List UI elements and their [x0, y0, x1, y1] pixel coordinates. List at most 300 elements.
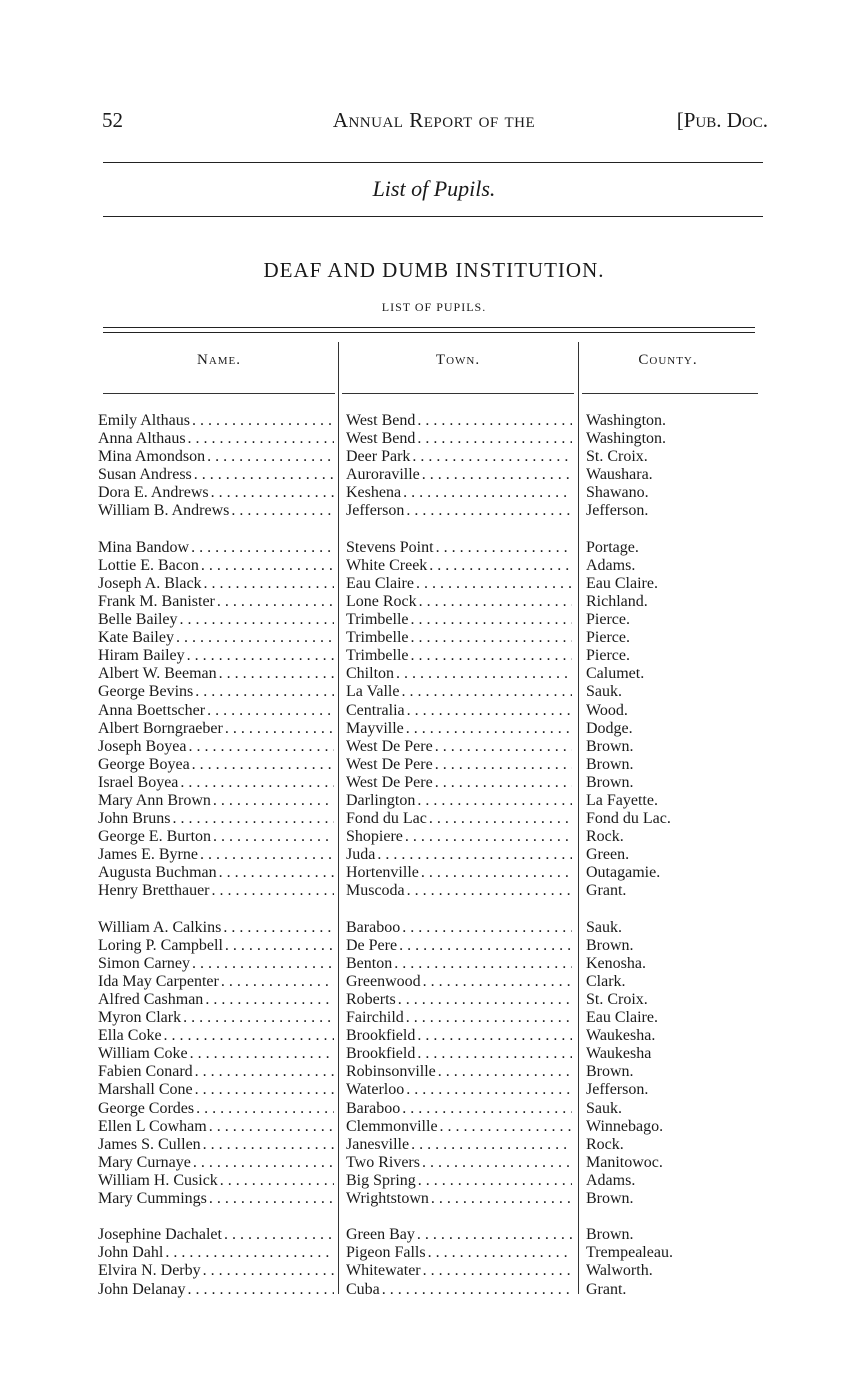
dot-leader [183, 1009, 334, 1027]
pupil-county-cell [586, 1244, 756, 1262]
dot-leader [419, 593, 572, 611]
pupil-name-cell [98, 864, 334, 882]
pupil-name: George E. Burton [98, 828, 212, 846]
dot-leader [417, 412, 572, 430]
dot-leader [195, 1081, 334, 1099]
pupil-town-cell [346, 882, 572, 900]
pupil-name: Albert W. Beeman [98, 665, 217, 683]
pupil-town: West Bend [346, 412, 416, 429]
pupil-name: Mina Bandow [98, 538, 190, 556]
pupil-county: Adams. [586, 556, 636, 574]
pupil-town-cell [346, 557, 572, 575]
dot-leader [172, 810, 334, 828]
pupil-county: Brown. [586, 773, 634, 791]
dot-leader [412, 448, 572, 466]
page-number: 52 [102, 108, 123, 132]
pupil-county: Brown. [586, 1226, 634, 1244]
pupil-name: William Coke [98, 1045, 188, 1063]
pupil-name: Ellen L Cowham [98, 1117, 207, 1135]
pupil-town: Whitewater [346, 1262, 421, 1280]
pupil-county: Sauk. [586, 1099, 622, 1117]
pupil-name-cell [98, 575, 334, 593]
doc-label: [Pub. Doc. [676, 108, 768, 132]
dot-leader [209, 1190, 334, 1208]
pupil-town: Fond du Lac [346, 810, 427, 828]
dot-leader [164, 1027, 334, 1045]
pupil-name-cell [98, 1136, 334, 1154]
pupil-name-cell [98, 611, 334, 629]
dot-leader [417, 430, 572, 448]
pupil-name: Elvira N. Derby [98, 1262, 201, 1280]
dot-leader [192, 412, 334, 430]
pupil-county-cell [586, 647, 756, 665]
pupil-county: Wood. [586, 701, 628, 719]
dot-leader [231, 502, 334, 520]
pupil-county: Eau Claire. [586, 574, 658, 592]
pupil-name: Israel Boyea [98, 773, 179, 791]
pupil-name-cell [98, 1009, 334, 1027]
pupil-town-cell [346, 973, 572, 991]
pupil-name: Alfred Cashman [98, 991, 204, 1008]
group-spacer [98, 521, 334, 539]
pupil-town: Trimbelle [346, 611, 409, 629]
pupil-town: West De Pere [346, 773, 433, 791]
pupil-county: Kenosha. [586, 954, 646, 972]
pupil-county: Jefferson. [586, 502, 649, 520]
pupil-name-cell [98, 1118, 334, 1136]
header-rule-name [103, 393, 335, 394]
dot-leader [191, 539, 334, 557]
dot-leader [407, 882, 572, 900]
pupil-county: Green. [586, 846, 630, 864]
pupil-county: Brown. [586, 1063, 634, 1081]
group-spacer [586, 521, 756, 539]
pupil-county-cell [586, 774, 756, 792]
pupil-county-cell [586, 1063, 756, 1081]
pupil-town: Darlington [346, 791, 416, 809]
pupil-county: Richland. [586, 592, 648, 610]
dot-leader [207, 702, 334, 720]
dot-leader [394, 955, 572, 973]
pupil-county: Dodge. [586, 719, 633, 737]
pupil-county: Rock. [586, 828, 624, 846]
group-spacer [586, 1208, 756, 1226]
dot-leader [429, 557, 572, 575]
group-spacer [346, 901, 572, 919]
pupil-county: Pierce. [586, 647, 630, 665]
pupil-county-cell [586, 430, 756, 448]
dot-leader [411, 611, 572, 629]
pupil-name-cell [98, 1226, 334, 1244]
pupil-name: George Cordes [98, 1099, 195, 1117]
dot-leader [176, 629, 334, 647]
dot-leader [192, 955, 334, 973]
pupil-name: William A. Calkins [98, 918, 222, 936]
pupil-name-cell [98, 412, 334, 430]
dot-leader [204, 575, 334, 593]
pupil-county: La Fayette. [586, 791, 658, 809]
pupil-town: Two Rivers [346, 1153, 420, 1171]
pupil-county-cell [586, 466, 756, 484]
dot-leader [207, 448, 334, 466]
pupil-town: Trimbelle [346, 647, 409, 665]
pupil-name-cell [98, 846, 334, 864]
pupil-town-cell [346, 1244, 572, 1262]
pupil-name: George Boyea [98, 755, 190, 773]
pupil-town-cell [346, 738, 572, 756]
pupil-town: Fairchild [346, 1009, 404, 1027]
pupil-county-cell [586, 593, 756, 611]
dot-leader [423, 1262, 572, 1280]
pupil-name-cell [98, 720, 334, 738]
dot-leader [399, 937, 572, 955]
pupil-county: Trempealeau. [586, 1244, 673, 1262]
pupil-town: Benton [346, 954, 393, 972]
running-head [100, 108, 768, 134]
pupil-name: Frank M. Banister [98, 592, 215, 610]
dot-leader [411, 1136, 572, 1154]
column-header-county: County. [638, 352, 698, 368]
dot-leader [396, 665, 572, 683]
pupil-name-cell [98, 1063, 334, 1081]
pupil-town-cell [346, 502, 572, 520]
pupil-town: Waterloo [346, 1081, 405, 1099]
pupil-town: Lone Rock [346, 592, 417, 610]
pupil-name: Josephine Dachalet [98, 1226, 222, 1244]
pupil-name: George Bevins [98, 683, 194, 701]
dot-leader [224, 1226, 334, 1244]
pupil-town-cell [346, 575, 572, 593]
pupil-name-cell [98, 774, 334, 792]
pupil-town-cell [346, 828, 572, 846]
dot-leader [200, 846, 334, 864]
pupil-name-cell [98, 1100, 334, 1118]
group-spacer [98, 901, 334, 919]
dot-leader [406, 1009, 572, 1027]
pupil-town: La Valle [346, 683, 400, 701]
pupil-town-cell [346, 430, 572, 448]
pupil-town-cell [346, 593, 572, 611]
dot-leader [211, 484, 334, 502]
pupil-name: Anna Boettscher [98, 701, 206, 719]
pupil-town-cell [346, 774, 572, 792]
pupil-name-cell [98, 593, 334, 611]
pupil-name: Mina Amondson [98, 448, 206, 466]
pupil-name: James S. Cullen [98, 1135, 201, 1153]
pupil-name-cell [98, 1081, 334, 1099]
dot-leader [188, 430, 334, 448]
pupil-town: Big Spring [346, 1171, 416, 1189]
table-top-rule [103, 327, 755, 328]
dot-leader [213, 828, 334, 846]
dot-leader [377, 846, 572, 864]
pupil-county-cell [586, 1100, 756, 1118]
dot-leader [221, 973, 334, 991]
pupil-town: Keshena [346, 484, 402, 502]
pupil-town: Hortenville [346, 864, 419, 882]
pupil-name-cell [98, 557, 334, 575]
pupil-name-cell [98, 756, 334, 774]
pupil-county-cell [586, 1281, 756, 1299]
column-divider-2 [578, 342, 579, 1294]
dot-leader [411, 629, 572, 647]
institution-title: DEAF AND DUMB INSTITUTION. [263, 258, 605, 282]
dot-leader [217, 593, 334, 611]
pupil-county: Brown. [586, 755, 634, 773]
pupil-town: White Creek [346, 556, 428, 574]
pupil-county: Manitowoc. [586, 1153, 663, 1171]
pupil-name: Augusta Buchman [98, 864, 217, 882]
pupil-town: West De Pere [346, 737, 433, 755]
dot-leader [402, 919, 572, 937]
pupil-name: Susan Andress [98, 466, 192, 484]
pupil-name: John Dahl [98, 1244, 164, 1262]
dot-leader [440, 1118, 572, 1136]
group-spacer [586, 901, 756, 919]
pupil-town-cell [346, 864, 572, 882]
pupil-town: Auroraville [346, 466, 420, 484]
pupil-town: Trimbelle [346, 629, 409, 647]
pupil-town: Robinsonville [346, 1063, 436, 1081]
pupil-county-cell [586, 973, 756, 991]
pupil-town-cell [346, 720, 572, 738]
pupil-county: Pierce. [586, 611, 630, 629]
pupil-county-cell [586, 1190, 756, 1208]
pupil-county-cell [586, 1154, 756, 1172]
pupil-county-cell [586, 502, 756, 520]
column-header-town: Town. [435, 352, 481, 368]
pupil-town-cell [346, 1226, 572, 1244]
pupil-name: Lottie E. Bacon [98, 556, 199, 574]
dot-leader [429, 810, 572, 828]
pupil-county-cell [586, 1027, 756, 1045]
running-title: Annual Report of the [332, 108, 536, 132]
pupil-name: Dora E. Andrews [98, 484, 209, 502]
pupil-town: Juda [346, 846, 376, 864]
pupil-town: Pigeon Falls [346, 1244, 426, 1262]
pupil-town: Chilton [346, 665, 395, 683]
pupil-county: Sauk. [586, 683, 622, 701]
pupil-town: Green Bay [346, 1226, 415, 1244]
pupil-county-cell [586, 1226, 756, 1244]
pupil-name-cell [98, 1154, 334, 1172]
pupil-town: Brookfield [346, 1045, 416, 1063]
pupil-county: Walworth. [586, 1262, 653, 1280]
dot-leader [223, 919, 334, 937]
pupil-county: Outagamie. [586, 864, 661, 882]
pupil-name-cell [98, 1045, 334, 1063]
pupil-name-cell [98, 430, 334, 448]
dot-leader [428, 1244, 572, 1262]
pupil-county-cell [586, 1136, 756, 1154]
dot-leader [435, 738, 572, 756]
pupil-county: Brown. [586, 737, 634, 755]
pupil-town: Janesville [346, 1135, 410, 1153]
dot-leader [165, 1244, 334, 1262]
pupil-town-cell [346, 702, 572, 720]
dot-leader [196, 1100, 334, 1118]
pupil-town-cell [346, 466, 572, 484]
pupil-county-cell [586, 846, 756, 864]
dot-leader [401, 683, 572, 701]
dot-leader [195, 1063, 334, 1081]
pupil-town: Centralia [346, 701, 405, 719]
pupil-county-cell [586, 919, 756, 937]
dot-leader [180, 774, 334, 792]
pupil-town: Eau Claire [346, 574, 414, 592]
dot-leader [187, 647, 334, 665]
group-spacer [346, 521, 572, 539]
pupil-town-cell [346, 919, 572, 937]
pupil-name-cell [98, 828, 334, 846]
pupil-name: Fabien Conard [98, 1063, 193, 1081]
pupil-name: Loring P. Campbell [98, 936, 223, 954]
pupil-name: Hiram Bailey [98, 647, 185, 665]
dot-leader [225, 937, 334, 955]
dot-leader [203, 1136, 334, 1154]
pupil-name: William H. Cusick [98, 1171, 218, 1189]
dot-leader [219, 665, 334, 683]
dot-leader [422, 1154, 572, 1172]
pupil-town-cell [346, 412, 572, 430]
subtitle-rule [103, 216, 763, 217]
pupil-name: Anna Althaus [98, 430, 186, 448]
pupil-town-cell [346, 647, 572, 665]
pupil-town-cell [346, 1081, 572, 1099]
pupil-town: Clemmonville [346, 1117, 438, 1135]
pupil-county: Grant. [586, 882, 627, 900]
pupil-town: Brookfield [346, 1027, 416, 1045]
dot-leader [201, 557, 334, 575]
header-rule-county [582, 393, 758, 394]
pupil-name-cell [98, 466, 334, 484]
pupil-county: Brown. [586, 936, 634, 954]
header-rule-town [342, 393, 574, 394]
pupil-county-cell [586, 611, 756, 629]
pupil-town: Greenwood [346, 972, 421, 990]
pupil-county-cell [586, 792, 756, 810]
pupil-county-cell [586, 1172, 756, 1190]
dot-leader [188, 738, 334, 756]
dot-leader [192, 756, 334, 774]
pupil-name: Albert Borngraeber [98, 719, 223, 737]
pupil-county-cell [586, 575, 756, 593]
pupil-town: Deer Park [346, 448, 411, 466]
pupil-name: John Bruns [98, 810, 171, 828]
pupil-town-cell [346, 810, 572, 828]
name-column [98, 412, 334, 1299]
pupil-county-cell [586, 484, 756, 502]
dot-leader [435, 756, 572, 774]
pupil-name-cell [98, 629, 334, 647]
pupil-county: Shawano. [586, 484, 649, 502]
pupil-county-cell [586, 683, 756, 701]
pupil-name-cell [98, 1262, 334, 1280]
pupil-town: West De Pere [346, 755, 433, 773]
pupil-county-cell [586, 756, 756, 774]
pupil-name-cell [98, 1027, 334, 1045]
pupil-name-cell [98, 484, 334, 502]
pupil-town: Baraboo [346, 1099, 401, 1117]
dot-leader [438, 1063, 572, 1081]
pupil-county-cell [586, 1009, 756, 1027]
pupil-town-cell [346, 955, 572, 973]
pupil-town: Jefferson [346, 502, 405, 520]
pupil-town: Baraboo [346, 918, 401, 936]
list-heading: LIST OF PUPILS. [381, 300, 487, 314]
pupil-name-cell [98, 448, 334, 466]
dot-leader [213, 792, 334, 810]
pupil-county-cell [586, 810, 756, 828]
pupil-town-cell [346, 1190, 572, 1208]
pupil-name-cell [98, 937, 334, 955]
dot-leader [435, 774, 572, 792]
pupil-town-cell [346, 846, 572, 864]
pupil-name: Myron Clark [98, 1009, 182, 1027]
pupil-town-cell [346, 1045, 572, 1063]
pupil-name-cell [98, 955, 334, 973]
pupil-county: Waukesha. [586, 1027, 656, 1045]
dot-leader [405, 828, 572, 846]
dot-leader [225, 720, 334, 738]
pupil-name: Ida May Carpenter [98, 972, 219, 990]
pupil-town: Shopiere [346, 828, 403, 846]
pupil-county-cell [586, 665, 756, 683]
pupil-name-cell [98, 1244, 334, 1262]
pupil-county-cell [586, 828, 756, 846]
pupil-county: Washington. [586, 430, 667, 448]
pupil-town-cell [346, 1281, 572, 1299]
column-divider-1 [338, 342, 339, 1294]
pupil-county: Winnebago. [586, 1117, 664, 1135]
pupil-town-cell [346, 1009, 572, 1027]
pupil-town-cell [346, 937, 572, 955]
pupil-county-cell [586, 1262, 756, 1280]
dot-leader [195, 683, 334, 701]
pupil-town-cell [346, 792, 572, 810]
pupil-name-cell [98, 702, 334, 720]
dot-leader [406, 1081, 572, 1099]
dot-leader [193, 1154, 334, 1172]
pupil-county-cell [586, 955, 756, 973]
pupil-name-cell [98, 683, 334, 701]
pupil-county: St. Croix. [586, 448, 648, 466]
pupil-county-cell [586, 991, 756, 1009]
pupil-county-cell [586, 702, 756, 720]
pupil-name: Joseph Boyea [98, 737, 187, 755]
dot-leader [418, 1172, 572, 1190]
pupil-name: Ella Coke [98, 1027, 162, 1045]
pupil-name: Kate Bailey [98, 629, 174, 647]
pupil-county-cell [586, 738, 756, 756]
pupil-county: Waukesha [586, 1045, 652, 1063]
dot-leader [203, 1262, 334, 1280]
pupil-county: Portage. [586, 538, 639, 556]
pupil-town: West Bend [346, 430, 416, 448]
dot-leader [188, 1281, 334, 1299]
dot-leader [411, 647, 572, 665]
dot-leader [219, 864, 334, 882]
pupil-county-cell [586, 720, 756, 738]
pupil-name: Joseph A. Black [98, 574, 202, 592]
dot-leader [194, 466, 334, 484]
pupil-county-cell [586, 1118, 756, 1136]
pupil-name-cell [98, 919, 334, 937]
pupil-town-cell [346, 611, 572, 629]
dot-leader [422, 466, 572, 484]
group-spacer [98, 1208, 334, 1226]
pupil-name-cell [98, 1172, 334, 1190]
